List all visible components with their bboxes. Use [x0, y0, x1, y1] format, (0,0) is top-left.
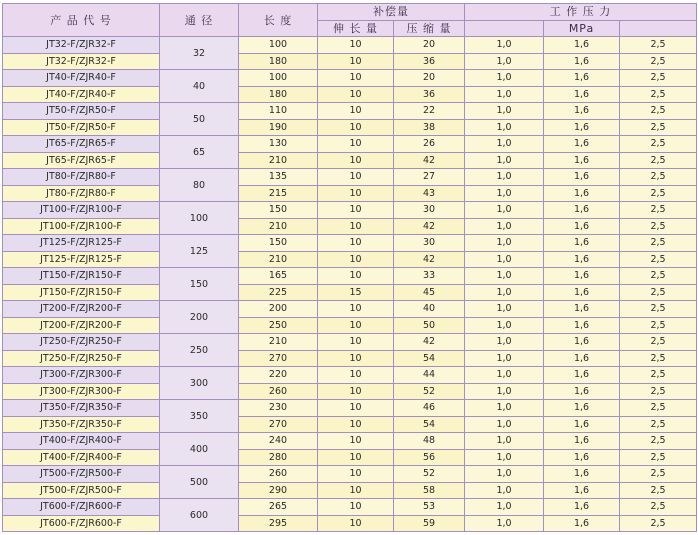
table-row: [3, 185, 697, 202]
pressure-3-cell: 2,5: [620, 169, 697, 186]
pressure-3-cell: 2,5: [620, 301, 697, 318]
extension-cell: 10: [318, 350, 394, 367]
length-cell: 240: [239, 433, 318, 450]
pressure-3-cell: 2,5: [620, 499, 697, 516]
pressure-1-cell: 1,0: [465, 383, 544, 400]
length-cell: 265: [239, 499, 318, 516]
table-row: [3, 202, 697, 219]
extension-cell: 10: [318, 367, 394, 384]
pressure-1-cell: 1,0: [465, 235, 544, 252]
pressure-1-cell: 1,0: [465, 169, 544, 186]
compression-cell: 42: [394, 251, 465, 268]
table-row: [3, 218, 697, 235]
extension-cell: 10: [318, 268, 394, 285]
pressure-2-cell: 1,6: [544, 301, 620, 318]
pressure-3-cell: 2,5: [620, 86, 697, 103]
pressure-2-cell: 1,6: [544, 169, 620, 186]
pressure-2-cell: 1,6: [544, 119, 620, 136]
length-cell: 295: [239, 515, 318, 532]
header-product-code: 产 品 代 号: [3, 4, 160, 37]
pressure-2-cell: 1,6: [544, 37, 620, 54]
table-row: [3, 416, 697, 433]
pressure-2-cell: 1,6: [544, 383, 620, 400]
compression-cell: 58: [394, 482, 465, 499]
nominal-diameter-cell: 40: [160, 70, 239, 103]
pressure-2-cell: 1,6: [544, 70, 620, 87]
length-cell: 215: [239, 185, 318, 202]
compression-cell: 50: [394, 317, 465, 334]
pressure-2-cell: 1,6: [544, 185, 620, 202]
nominal-diameter-cell: 150: [160, 268, 239, 301]
length-cell: 150: [239, 202, 318, 219]
pressure-3-cell: 2,5: [620, 202, 697, 219]
compression-cell: 42: [394, 334, 465, 351]
extension-cell: 10: [318, 482, 394, 499]
length-cell: 110: [239, 103, 318, 120]
nominal-diameter-cell: 125: [160, 235, 239, 268]
product-code-cell: JT400-F/ZJR400-F: [3, 449, 160, 466]
product-code-cell: JT65-F/ZJR65-F: [3, 152, 160, 169]
product-code-cell: JT500-F/ZJR500-F: [3, 482, 160, 499]
pressure-1-cell: 1,0: [465, 284, 544, 301]
length-cell: 100: [239, 70, 318, 87]
pressure-1-cell: 1,0: [465, 482, 544, 499]
pressure-3-cell: 2,5: [620, 383, 697, 400]
compression-cell: 53: [394, 499, 465, 516]
compression-cell: 30: [394, 235, 465, 252]
extension-cell: 10: [318, 466, 394, 483]
length-cell: 250: [239, 317, 318, 334]
table-row: [3, 301, 697, 318]
pressure-2-cell: 1,6: [544, 499, 620, 516]
extension-cell: 10: [318, 119, 394, 136]
length-cell: 200: [239, 301, 318, 318]
compression-cell: 22: [394, 103, 465, 120]
table-row: [3, 515, 697, 532]
pressure-2-cell: 1,6: [544, 416, 620, 433]
table-row: [3, 466, 697, 483]
length-cell: 270: [239, 350, 318, 367]
header-pressure-blank-2: [620, 20, 697, 37]
table-row: [3, 103, 697, 120]
extension-cell: 10: [318, 515, 394, 532]
table-row: [3, 317, 697, 334]
compression-cell: 30: [394, 202, 465, 219]
table-row: [3, 152, 697, 169]
product-code-cell: JT125-F/ZJR125-F: [3, 251, 160, 268]
header-working-pressure: 工 作 压 力: [465, 4, 697, 21]
pressure-1-cell: 1,0: [465, 334, 544, 351]
pressure-3-cell: 2,5: [620, 70, 697, 87]
pressure-1-cell: 1,0: [465, 37, 544, 54]
pressure-2-cell: 1,6: [544, 284, 620, 301]
length-cell: 130: [239, 136, 318, 153]
extension-cell: 10: [318, 202, 394, 219]
compression-cell: 54: [394, 350, 465, 367]
pressure-3-cell: 2,5: [620, 400, 697, 417]
product-code-cell: JT500-F/ZJR500-F: [3, 466, 160, 483]
extension-cell: 10: [318, 416, 394, 433]
product-code-cell: JT40-F/ZJR40-F: [3, 70, 160, 87]
product-code-cell: JT250-F/ZJR250-F: [3, 350, 160, 367]
extension-cell: 15: [318, 284, 394, 301]
pressure-1-cell: 1,0: [465, 301, 544, 318]
length-cell: 225: [239, 284, 318, 301]
nominal-diameter-cell: 50: [160, 103, 239, 136]
pressure-1-cell: 1,0: [465, 103, 544, 120]
product-code-cell: JT400-F/ZJR400-F: [3, 433, 160, 450]
product-code-cell: JT40-F/ZJR40-F: [3, 86, 160, 103]
length-cell: 180: [239, 53, 318, 70]
pressure-2-cell: 1,6: [544, 449, 620, 466]
table-row: [3, 70, 697, 87]
nominal-diameter-cell: 80: [160, 169, 239, 202]
pressure-1-cell: 1,0: [465, 317, 544, 334]
pressure-3-cell: 2,5: [620, 218, 697, 235]
pressure-1-cell: 1,0: [465, 268, 544, 285]
extension-cell: 10: [318, 103, 394, 120]
pressure-3-cell: 2,5: [620, 136, 697, 153]
extension-cell: 10: [318, 499, 394, 516]
table-row: [3, 400, 697, 417]
compression-cell: 36: [394, 53, 465, 70]
pressure-1-cell: 1,0: [465, 515, 544, 532]
compression-cell: 20: [394, 37, 465, 54]
header-extension: 伸 长 量: [318, 20, 394, 37]
table-row: [3, 251, 697, 268]
product-code-cell: JT300-F/ZJR300-F: [3, 367, 160, 384]
product-code-cell: JT350-F/ZJR350-F: [3, 400, 160, 417]
product-code-cell: JT80-F/ZJR80-F: [3, 169, 160, 186]
pressure-1-cell: 1,0: [465, 119, 544, 136]
pressure-3-cell: 2,5: [620, 268, 697, 285]
product-code-cell: JT150-F/ZJR150-F: [3, 268, 160, 285]
length-cell: 260: [239, 466, 318, 483]
pressure-3-cell: 2,5: [620, 350, 697, 367]
compression-cell: 27: [394, 169, 465, 186]
pressure-1-cell: 1,0: [465, 53, 544, 70]
pressure-2-cell: 1,6: [544, 218, 620, 235]
header-length: 长 度: [239, 4, 318, 37]
pressure-3-cell: 2,5: [620, 119, 697, 136]
compression-cell: 20: [394, 70, 465, 87]
length-cell: 270: [239, 416, 318, 433]
compression-cell: 48: [394, 433, 465, 450]
nominal-diameter-cell: 400: [160, 433, 239, 466]
pressure-1-cell: 1,0: [465, 433, 544, 450]
table-row: [3, 499, 697, 516]
extension-cell: 10: [318, 235, 394, 252]
product-code-cell: JT350-F/ZJR350-F: [3, 416, 160, 433]
nominal-diameter-cell: 600: [160, 499, 239, 532]
pressure-1-cell: 1,0: [465, 367, 544, 384]
extension-cell: 10: [318, 53, 394, 70]
pressure-2-cell: 1,6: [544, 482, 620, 499]
table-row: [3, 37, 697, 54]
table-row: [3, 482, 697, 499]
pressure-1-cell: 1,0: [465, 499, 544, 516]
pressure-1-cell: 1,0: [465, 202, 544, 219]
pressure-1-cell: 1,0: [465, 86, 544, 103]
compression-cell: 33: [394, 268, 465, 285]
table-row: [3, 53, 697, 70]
header-row-1: [3, 4, 697, 21]
extension-cell: 10: [318, 86, 394, 103]
product-code-cell: JT250-F/ZJR250-F: [3, 334, 160, 351]
product-code-cell: JT32-F/ZJR32-F: [3, 53, 160, 70]
product-code-cell: JT65-F/ZJR65-F: [3, 136, 160, 153]
extension-cell: 10: [318, 218, 394, 235]
pressure-3-cell: 2,5: [620, 185, 697, 202]
extension-cell: 10: [318, 37, 394, 54]
header-compression: 压 缩 量: [394, 20, 465, 37]
length-cell: 150: [239, 235, 318, 252]
product-code-cell: JT100-F/ZJR100-F: [3, 218, 160, 235]
pressure-1-cell: 1,0: [465, 136, 544, 153]
pressure-3-cell: 2,5: [620, 251, 697, 268]
compression-cell: 59: [394, 515, 465, 532]
length-cell: 210: [239, 218, 318, 235]
pressure-2-cell: 1,6: [544, 136, 620, 153]
table-row: [3, 350, 697, 367]
pressure-1-cell: 1,0: [465, 185, 544, 202]
nominal-diameter-cell: 65: [160, 136, 239, 169]
pressure-3-cell: 2,5: [620, 152, 697, 169]
pressure-1-cell: 1,0: [465, 350, 544, 367]
pressure-2-cell: 1,6: [544, 103, 620, 120]
nominal-diameter-cell: 300: [160, 367, 239, 400]
spec-table-container: [2, 3, 697, 532]
pressure-1-cell: 1,0: [465, 251, 544, 268]
nominal-diameter-cell: 500: [160, 466, 239, 499]
pressure-2-cell: 1,6: [544, 86, 620, 103]
header-pressure-blank-1: [465, 20, 544, 37]
compression-cell: 36: [394, 86, 465, 103]
extension-cell: 10: [318, 70, 394, 87]
pressure-2-cell: 1,6: [544, 433, 620, 450]
pressure-2-cell: 1,6: [544, 235, 620, 252]
length-cell: 180: [239, 86, 318, 103]
product-code-cell: JT200-F/ZJR200-F: [3, 301, 160, 318]
pressure-3-cell: 2,5: [620, 334, 697, 351]
product-code-cell: JT600-F/ZJR600-F: [3, 515, 160, 532]
pressure-1-cell: 1,0: [465, 152, 544, 169]
pressure-2-cell: 1,6: [544, 466, 620, 483]
compression-cell: 44: [394, 367, 465, 384]
table-row: [3, 86, 697, 103]
extension-cell: 10: [318, 136, 394, 153]
nominal-diameter-cell: 250: [160, 334, 239, 367]
compression-cell: 42: [394, 218, 465, 235]
pressure-3-cell: 2,5: [620, 367, 697, 384]
compression-cell: 52: [394, 466, 465, 483]
pressure-2-cell: 1,6: [544, 53, 620, 70]
compression-cell: 26: [394, 136, 465, 153]
pressure-3-cell: 2,5: [620, 284, 697, 301]
pressure-3-cell: 2,5: [620, 433, 697, 450]
table-row: [3, 136, 697, 153]
product-code-cell: JT50-F/ZJR50-F: [3, 103, 160, 120]
pressure-1-cell: 1,0: [465, 416, 544, 433]
table-row: [3, 119, 697, 136]
table-body: [3, 37, 697, 532]
extension-cell: 10: [318, 433, 394, 450]
pressure-2-cell: 1,6: [544, 317, 620, 334]
table-row: [3, 449, 697, 466]
pressure-3-cell: 2,5: [620, 449, 697, 466]
compression-cell: 54: [394, 416, 465, 433]
pressure-2-cell: 1,6: [544, 202, 620, 219]
length-cell: 210: [239, 251, 318, 268]
nominal-diameter-cell: 100: [160, 202, 239, 235]
compression-cell: 40: [394, 301, 465, 318]
table-row: [3, 235, 697, 252]
pressure-3-cell: 2,5: [620, 235, 697, 252]
pressure-2-cell: 1,6: [544, 152, 620, 169]
compression-cell: 52: [394, 383, 465, 400]
extension-cell: 10: [318, 400, 394, 417]
product-code-cell: JT50-F/ZJR50-F: [3, 119, 160, 136]
length-cell: 290: [239, 482, 318, 499]
length-cell: 135: [239, 169, 318, 186]
extension-cell: 10: [318, 251, 394, 268]
product-code-cell: JT600-F/ZJR600-F: [3, 499, 160, 516]
extension-cell: 10: [318, 334, 394, 351]
pressure-1-cell: 1,0: [465, 449, 544, 466]
header-nominal-diameter: 通 径: [160, 4, 239, 37]
table-row: [3, 367, 697, 384]
pressure-2-cell: 1,6: [544, 251, 620, 268]
extension-cell: 10: [318, 383, 394, 400]
length-cell: 190: [239, 119, 318, 136]
pressure-3-cell: 2,5: [620, 37, 697, 54]
pressure-2-cell: 1,6: [544, 334, 620, 351]
length-cell: 210: [239, 152, 318, 169]
table-row: [3, 383, 697, 400]
extension-cell: 10: [318, 449, 394, 466]
extension-cell: 10: [318, 317, 394, 334]
pressure-3-cell: 2,5: [620, 103, 697, 120]
pressure-3-cell: 2,5: [620, 317, 697, 334]
pressure-3-cell: 2,5: [620, 53, 697, 70]
extension-cell: 10: [318, 185, 394, 202]
nominal-diameter-cell: 32: [160, 37, 239, 70]
extension-cell: 10: [318, 169, 394, 186]
pressure-1-cell: 1,0: [465, 466, 544, 483]
compression-cell: 46: [394, 400, 465, 417]
spec-table: [2, 3, 697, 532]
product-code-cell: JT80-F/ZJR80-F: [3, 185, 160, 202]
pressure-3-cell: 2,5: [620, 515, 697, 532]
product-code-cell: JT300-F/ZJR300-F: [3, 383, 160, 400]
compression-cell: 56: [394, 449, 465, 466]
pressure-3-cell: 2,5: [620, 482, 697, 499]
product-code-cell: JT150-F/ZJR150-F: [3, 284, 160, 301]
pressure-2-cell: 1,6: [544, 268, 620, 285]
header-pressure-unit: MPa: [544, 20, 620, 37]
compression-cell: 42: [394, 152, 465, 169]
header-compensation: 补偿量: [318, 4, 465, 21]
length-cell: 210: [239, 334, 318, 351]
product-code-cell: JT125-F/ZJR125-F: [3, 235, 160, 252]
length-cell: 220: [239, 367, 318, 384]
length-cell: 280: [239, 449, 318, 466]
pressure-3-cell: 2,5: [620, 466, 697, 483]
pressure-1-cell: 1,0: [465, 70, 544, 87]
pressure-1-cell: 1,0: [465, 218, 544, 235]
nominal-diameter-cell: 350: [160, 400, 239, 433]
product-code-cell: JT32-F/ZJR32-F: [3, 37, 160, 54]
compression-cell: 45: [394, 284, 465, 301]
pressure-2-cell: 1,6: [544, 367, 620, 384]
compression-cell: 38: [394, 119, 465, 136]
length-cell: 230: [239, 400, 318, 417]
nominal-diameter-cell: 200: [160, 301, 239, 334]
pressure-2-cell: 1,6: [544, 515, 620, 532]
table-row: [3, 268, 697, 285]
length-cell: 165: [239, 268, 318, 285]
product-code-cell: JT200-F/ZJR200-F: [3, 317, 160, 334]
length-cell: 100: [239, 37, 318, 54]
pressure-2-cell: 1,6: [544, 400, 620, 417]
table-row: [3, 169, 697, 186]
product-code-cell: JT100-F/ZJR100-F: [3, 202, 160, 219]
pressure-2-cell: 1,6: [544, 350, 620, 367]
table-row: [3, 334, 697, 351]
pressure-1-cell: 1,0: [465, 400, 544, 417]
pressure-3-cell: 2,5: [620, 416, 697, 433]
table-row: [3, 433, 697, 450]
length-cell: 260: [239, 383, 318, 400]
extension-cell: 10: [318, 301, 394, 318]
compression-cell: 43: [394, 185, 465, 202]
table-row: [3, 284, 697, 301]
extension-cell: 10: [318, 152, 394, 169]
